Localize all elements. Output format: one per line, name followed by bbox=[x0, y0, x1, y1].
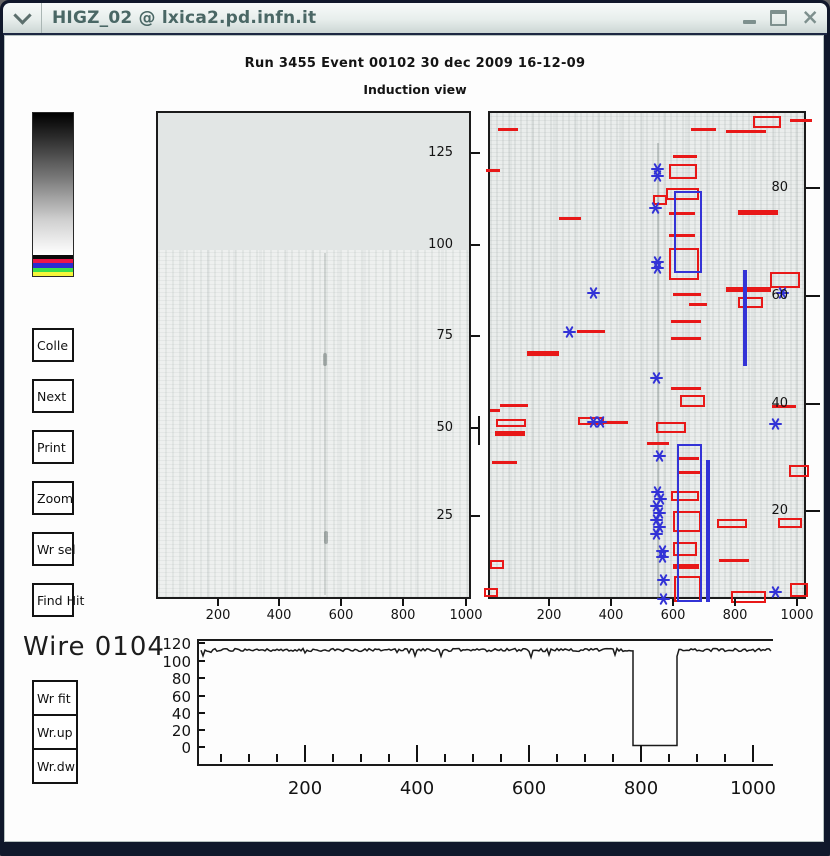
red-hit-outline bbox=[680, 395, 705, 407]
red-hit-segment bbox=[671, 387, 701, 390]
wave-x-tick bbox=[472, 754, 474, 762]
wave-x-label: 800 bbox=[623, 778, 659, 799]
view-title: Induction view bbox=[363, 82, 467, 97]
wave-x-tick bbox=[528, 745, 530, 762]
wave-y-tick bbox=[199, 642, 205, 644]
red-hit-segment bbox=[486, 169, 500, 172]
red-hit-segment bbox=[500, 404, 528, 407]
cursor-bracket bbox=[478, 416, 480, 445]
red-hit-segment bbox=[790, 119, 812, 122]
x-axis-label: 800 bbox=[390, 608, 416, 623]
wave-y-label: 40 bbox=[171, 705, 191, 723]
red-hit-segment bbox=[738, 210, 778, 215]
red-hit-outline bbox=[496, 419, 526, 427]
maximize-icon bbox=[770, 10, 787, 26]
wave-y-tick bbox=[199, 695, 205, 697]
minimize-icon bbox=[743, 20, 756, 24]
intensity-colorbar bbox=[33, 113, 73, 276]
wave-x-tick bbox=[584, 754, 586, 762]
y-axis-label: 100 bbox=[428, 237, 453, 252]
wave-y-tick bbox=[199, 712, 205, 714]
y-axis-label: 80 bbox=[771, 180, 788, 195]
wave-x-tick bbox=[416, 745, 418, 762]
blue-asterisk-marker bbox=[653, 449, 666, 462]
wr-up-button[interactable]: Wr.up bbox=[34, 714, 76, 748]
wave-x-tick bbox=[360, 754, 362, 762]
wave-y-tick bbox=[199, 729, 205, 731]
wave-x-tick bbox=[220, 754, 222, 762]
wr-sel-button[interactable]: Wr sel bbox=[32, 532, 74, 566]
y-axis-tick bbox=[471, 152, 480, 154]
red-hit-outline bbox=[789, 465, 809, 477]
colorbar-stripe bbox=[33, 272, 73, 276]
wr-fit-button[interactable]: Wr fit bbox=[37, 690, 71, 706]
x-axis-label: 1000 bbox=[449, 608, 483, 623]
x-axis-label: 600 bbox=[328, 608, 354, 623]
wave-y-label: 80 bbox=[171, 670, 191, 688]
y-axis-label: 60 bbox=[771, 288, 788, 303]
x-axis-label: 200 bbox=[205, 608, 231, 623]
wave-x-tick bbox=[276, 754, 278, 762]
wave-x-tick bbox=[752, 745, 754, 762]
y-axis-tick bbox=[806, 295, 820, 297]
red-hit-outline bbox=[778, 518, 802, 528]
wave-x-label: 600 bbox=[511, 778, 547, 799]
wave-x-tick bbox=[304, 745, 306, 762]
window-title: HIGZ_02 @ lxica2.pd.infn.it bbox=[52, 8, 317, 28]
maximize-button[interactable] bbox=[770, 10, 787, 26]
red-hit-outline bbox=[731, 591, 766, 603]
red-hit-segment bbox=[719, 559, 749, 562]
zoom-button[interactable]: Zoom bbox=[32, 481, 74, 515]
wave-x-tick bbox=[388, 754, 390, 762]
blue-cluster-outline bbox=[743, 270, 747, 366]
wave-y-label: 20 bbox=[171, 722, 191, 740]
wave-y-tick bbox=[199, 677, 205, 679]
wave-x-label: 1000 bbox=[730, 778, 776, 799]
uniform-region bbox=[158, 113, 469, 250]
grayscale-gradient bbox=[33, 113, 73, 255]
x-axis-tick bbox=[672, 599, 674, 606]
x-axis-label: 200 bbox=[536, 608, 562, 623]
blue-asterisk-marker bbox=[769, 585, 782, 598]
x-axis-label: 800 bbox=[722, 608, 748, 623]
x-axis-label: 400 bbox=[598, 608, 624, 623]
wave-x-tick bbox=[556, 754, 558, 762]
x-axis-label: 600 bbox=[660, 608, 686, 623]
y-axis-tick bbox=[471, 515, 480, 517]
wave-x-tick bbox=[444, 754, 446, 762]
wave-y-label: 100 bbox=[162, 653, 191, 671]
wave-y-label: 60 bbox=[171, 688, 191, 706]
colle-button[interactable]: Colle bbox=[32, 328, 74, 362]
y-axis-label: 50 bbox=[436, 420, 453, 435]
red-hit-outline bbox=[484, 588, 498, 597]
wave-x-label: 200 bbox=[287, 778, 323, 799]
wave-x-tick bbox=[724, 754, 726, 762]
blue-asterisk-marker bbox=[657, 573, 670, 586]
minimize-button[interactable] bbox=[743, 12, 756, 24]
wave-x-tick bbox=[248, 754, 250, 762]
x-axis-tick bbox=[278, 599, 280, 606]
red-hit-segment bbox=[671, 337, 701, 340]
red-hit-outline bbox=[669, 164, 697, 179]
blue-asterisk-marker bbox=[650, 371, 663, 384]
wave-y-tick bbox=[199, 746, 205, 748]
red-hit-segment bbox=[577, 330, 605, 333]
red-hit-segment bbox=[673, 155, 697, 158]
y-axis-tick bbox=[806, 510, 820, 512]
blue-asterisk-marker bbox=[657, 592, 670, 605]
red-hit-segment bbox=[726, 130, 766, 133]
run-event-header: Run 3455 Event 00102 30 dec 2009 16-12-09 bbox=[244, 56, 586, 71]
y-axis-tick bbox=[471, 244, 480, 246]
blue-asterisk-marker bbox=[651, 169, 664, 182]
y-axis-label: 125 bbox=[428, 145, 453, 160]
blue-asterisk-marker bbox=[649, 201, 662, 214]
blue-asterisk-marker bbox=[650, 527, 663, 540]
wave-x-tick bbox=[612, 754, 614, 762]
x-axis-tick bbox=[217, 599, 219, 606]
wave-x-tick bbox=[696, 754, 698, 762]
x-axis-tick bbox=[734, 599, 736, 606]
red-hit-outline bbox=[490, 560, 504, 569]
y-axis-tick bbox=[806, 403, 820, 405]
red-hit-segment bbox=[498, 128, 518, 131]
canvas-area bbox=[4, 35, 824, 842]
red-hit-segment bbox=[527, 351, 559, 356]
x-axis-tick bbox=[402, 599, 404, 606]
waveform-signal bbox=[199, 641, 773, 764]
x-axis-tick bbox=[340, 599, 342, 606]
wave-x-tick bbox=[640, 745, 642, 762]
find-hit-button[interactable]: Find Hit bbox=[32, 583, 74, 617]
x-axis-tick bbox=[610, 599, 612, 606]
wire-button-group bbox=[32, 680, 78, 784]
x-axis-label: 400 bbox=[266, 608, 292, 623]
title-bar[interactable] bbox=[3, 3, 827, 35]
wave-x-tick bbox=[332, 754, 334, 762]
red-hit-segment bbox=[495, 431, 525, 436]
y-axis-tick bbox=[471, 427, 480, 429]
red-hit-outline bbox=[656, 422, 686, 433]
track-blob bbox=[324, 531, 328, 544]
next-button[interactable]: Next bbox=[32, 379, 74, 413]
y-axis-tick bbox=[806, 187, 820, 189]
chevron-down-icon bbox=[13, 6, 31, 24]
induction-image-plot[interactable] bbox=[156, 111, 471, 599]
wave-x-label: 400 bbox=[399, 778, 435, 799]
red-hit-segment bbox=[490, 409, 500, 412]
blue-asterisk-marker bbox=[563, 325, 576, 338]
blue-asterisk-marker bbox=[587, 286, 600, 299]
red-hit-segment bbox=[604, 421, 628, 424]
blue-cluster-outline bbox=[706, 460, 710, 602]
wire-number-label: Wire 0104 bbox=[23, 632, 165, 662]
red-hit-segment bbox=[671, 320, 701, 323]
wr-dw-button[interactable]: Wr.dw bbox=[34, 748, 76, 782]
y-axis-label: 25 bbox=[436, 508, 453, 523]
red-hit-segment bbox=[492, 461, 517, 464]
blue-cluster-outline bbox=[677, 444, 702, 602]
blue-asterisk-marker bbox=[769, 417, 782, 430]
close-button[interactable] bbox=[801, 5, 819, 29]
print-button[interactable]: Print bbox=[32, 430, 74, 464]
blue-cluster-outline bbox=[674, 191, 702, 273]
blue-asterisk-marker bbox=[656, 550, 669, 563]
wave-y-label: 0 bbox=[181, 739, 191, 757]
red-hit-segment bbox=[559, 217, 581, 220]
x-axis-label: 1000 bbox=[780, 608, 814, 623]
red-hit-segment bbox=[647, 442, 669, 445]
close-icon: × bbox=[801, 5, 819, 29]
x-axis-tick bbox=[548, 599, 550, 606]
wave-y-tick bbox=[199, 660, 205, 662]
blue-asterisk-marker bbox=[594, 415, 607, 428]
y-axis-tick bbox=[471, 335, 480, 337]
red-hit-outline bbox=[717, 519, 747, 528]
red-hit-outline bbox=[790, 583, 808, 597]
y-axis-label: 75 bbox=[436, 328, 453, 343]
blue-asterisk-marker bbox=[651, 261, 664, 274]
red-hit-outline bbox=[753, 116, 781, 128]
window-menu-button[interactable] bbox=[3, 3, 42, 33]
red-hit-segment bbox=[691, 128, 716, 131]
wave-y-label: 120 bbox=[162, 635, 191, 653]
wave-x-tick bbox=[668, 754, 670, 762]
wave-x-tick bbox=[500, 754, 502, 762]
x-axis-tick bbox=[465, 599, 467, 606]
wire-waveform-plot[interactable] bbox=[197, 639, 773, 766]
red-hit-segment bbox=[689, 303, 707, 306]
y-axis-label: 40 bbox=[771, 396, 788, 411]
track-blob bbox=[323, 353, 327, 366]
y-axis-label: 20 bbox=[771, 503, 788, 518]
red-hit-segment bbox=[673, 293, 701, 296]
x-axis-tick bbox=[796, 599, 798, 606]
